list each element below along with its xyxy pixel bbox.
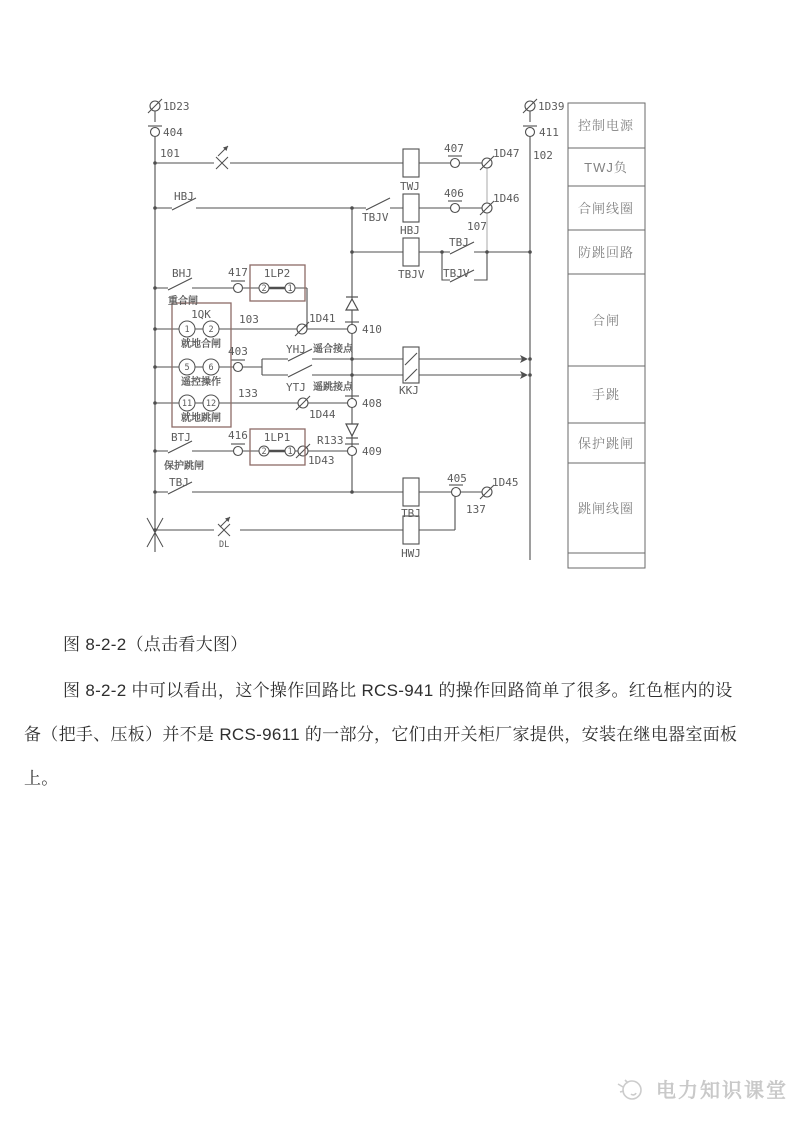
label-btj-contact: BTJ: [171, 431, 191, 444]
label-103: 103: [239, 313, 259, 326]
table-row-protection-trip: 保护跳闸: [577, 436, 635, 451]
label-pin6: 6: [208, 363, 214, 373]
label-417: 417: [228, 266, 248, 279]
label-1d45: 1D45: [492, 476, 519, 489]
label-chonghezha: 重合闸: [168, 296, 198, 307]
label-ytj-jiedian: 遥跳接点: [313, 382, 353, 393]
terminal-1d47-icon: [480, 156, 494, 170]
label-lp2-pin2: 2: [261, 284, 267, 294]
label-yhj: YHJ: [286, 343, 306, 356]
label-lp1-pin1: 1: [287, 447, 293, 457]
label-133: 133: [238, 387, 258, 400]
terminal-404-icon: [148, 126, 162, 137]
label-1d43: 1D43: [308, 454, 335, 467]
label-1d41: 1D41: [309, 312, 336, 325]
label-1lp2: 1LP2: [263, 267, 291, 280]
label-hbj-contact: HBJ: [174, 190, 194, 203]
terminal-407-icon: [448, 156, 462, 168]
label-405: 405: [447, 472, 467, 485]
table-row-antipump: 防跳回路: [577, 245, 635, 260]
terminal-411-icon: [523, 126, 537, 137]
label-1d39: 1D39: [538, 100, 565, 113]
label-tbjv-coil: TBJV: [398, 268, 425, 281]
label-tbj-contact-top: TBJ: [449, 236, 469, 249]
label-102: 102: [533, 149, 553, 162]
watermark: [612, 1070, 788, 1106]
label-lp2-pin1: 1: [287, 284, 293, 294]
label-403: 403: [228, 345, 248, 358]
label-bhj-contact: BHJ: [172, 267, 192, 280]
terminal-416-icon: [231, 444, 245, 456]
label-yk-caozuo: 遥控操作: [181, 377, 221, 388]
terminal-405-icon: [449, 485, 463, 497]
label-hwj-coil: HWJ: [401, 547, 421, 560]
body-text-line: 备（把手、压板）并不是 RCS-9611 的一部分，它们由开关柜厂家提供，安装在继电器室面板: [24, 725, 738, 744]
terminal-1d39-icon: [523, 99, 537, 113]
figure-caption-link[interactable]: 图 8-2-2（点击看大图）: [63, 635, 248, 654]
label-406: 406: [444, 187, 464, 200]
terminal-1d44-icon: [296, 396, 310, 410]
kkj-switch-box: [403, 347, 419, 383]
label-pin2: 2: [208, 325, 214, 335]
label-416: 416: [228, 429, 248, 442]
label-twj-coil: TWJ: [400, 180, 420, 193]
diode-down-icon: [346, 424, 358, 438]
label-lp1-pin2: 2: [261, 447, 267, 457]
label-137: 137: [466, 503, 486, 516]
label-r133: R133: [317, 434, 344, 447]
ytj-contact-switch: [288, 365, 312, 377]
terminal-403-icon: [231, 360, 245, 372]
twj-coil-box: [403, 149, 419, 177]
label-pin1: 1: [184, 325, 190, 335]
label-pin12: 12: [205, 399, 217, 409]
rail-antipump: [352, 252, 530, 280]
label-tbj-contact: TBJ: [169, 476, 189, 489]
label-101: 101: [160, 147, 180, 160]
terminal-1d41-icon: [295, 322, 309, 336]
body-text-line: 图 8-2-2 中可以看出，这个操作回路比 RCS-941 的操作回路简单了很多。红色框内的设: [63, 681, 733, 700]
label-410: 410: [362, 323, 382, 336]
terminal-1d23-icon: [148, 99, 162, 113]
hwj-coil-box: [403, 516, 419, 544]
label-407: 407: [444, 142, 464, 155]
label-107: 107: [467, 220, 487, 233]
watermark-logo-icon: [612, 1070, 648, 1106]
terminal-1d46-icon: [480, 201, 494, 215]
dl-aux-contact-bottom-icon: [218, 517, 230, 536]
tbj-coil-box: [403, 478, 419, 506]
label-baohu-tiaozha: 保护跳闸: [164, 461, 204, 472]
label-409: 409: [362, 445, 382, 458]
label-411: 411: [539, 126, 559, 139]
terminal-406-icon: [448, 201, 462, 213]
label-yhj-jiedian: 遥合接点: [313, 344, 353, 355]
label-pin5: 5: [184, 363, 190, 373]
label-tbjv-contact: TBJV: [362, 211, 389, 224]
body-text-line: 上。: [24, 769, 59, 788]
table-row-trip-coil: 跳闸线圈: [577, 501, 635, 516]
diode-up-icon: [346, 297, 358, 310]
label-1d23: 1D23: [163, 100, 190, 113]
table-row-closing: 合闸: [591, 313, 621, 328]
label-pin11: 11: [181, 399, 193, 409]
tbjv-coil-box: [403, 238, 419, 266]
hbj-coil-box: [403, 194, 419, 222]
table-row-control-power: 控制电源: [577, 118, 635, 133]
label-hbj-coil: HBJ: [400, 224, 420, 237]
label-jd-tiaozha: 就地跳闸: [181, 413, 221, 424]
label-1d46: 1D46: [493, 192, 520, 205]
table-row-closing-coil: 合闸线圈: [577, 201, 635, 216]
label-1d47: 1D47: [493, 147, 520, 160]
table-row-manual-trip: 手跳: [591, 387, 621, 402]
label-1d44: 1D44: [309, 408, 336, 421]
table-row-twj: TWJ负: [584, 160, 628, 175]
label-tbjv-contact2: TBJV: [443, 267, 470, 280]
label-408: 408: [362, 397, 382, 410]
tbjv-contact-switch: [366, 198, 390, 210]
label-1qk: 1QK: [191, 308, 211, 321]
label-dl: DL: [219, 540, 230, 550]
watermark-text: 电力知识课堂: [656, 1079, 788, 1102]
terminal-417-icon: [231, 281, 245, 293]
label-1lp1: 1LP1: [263, 431, 291, 444]
label-ytj: YTJ: [286, 381, 306, 394]
label-404: 404: [163, 126, 183, 139]
dl-aux-contact-top-icon: [216, 146, 228, 169]
label-jd-hezha: 就地合闸: [181, 339, 221, 350]
label-kkj: KKJ: [399, 384, 419, 397]
label-tbj-coil: TBJ: [401, 507, 421, 520]
